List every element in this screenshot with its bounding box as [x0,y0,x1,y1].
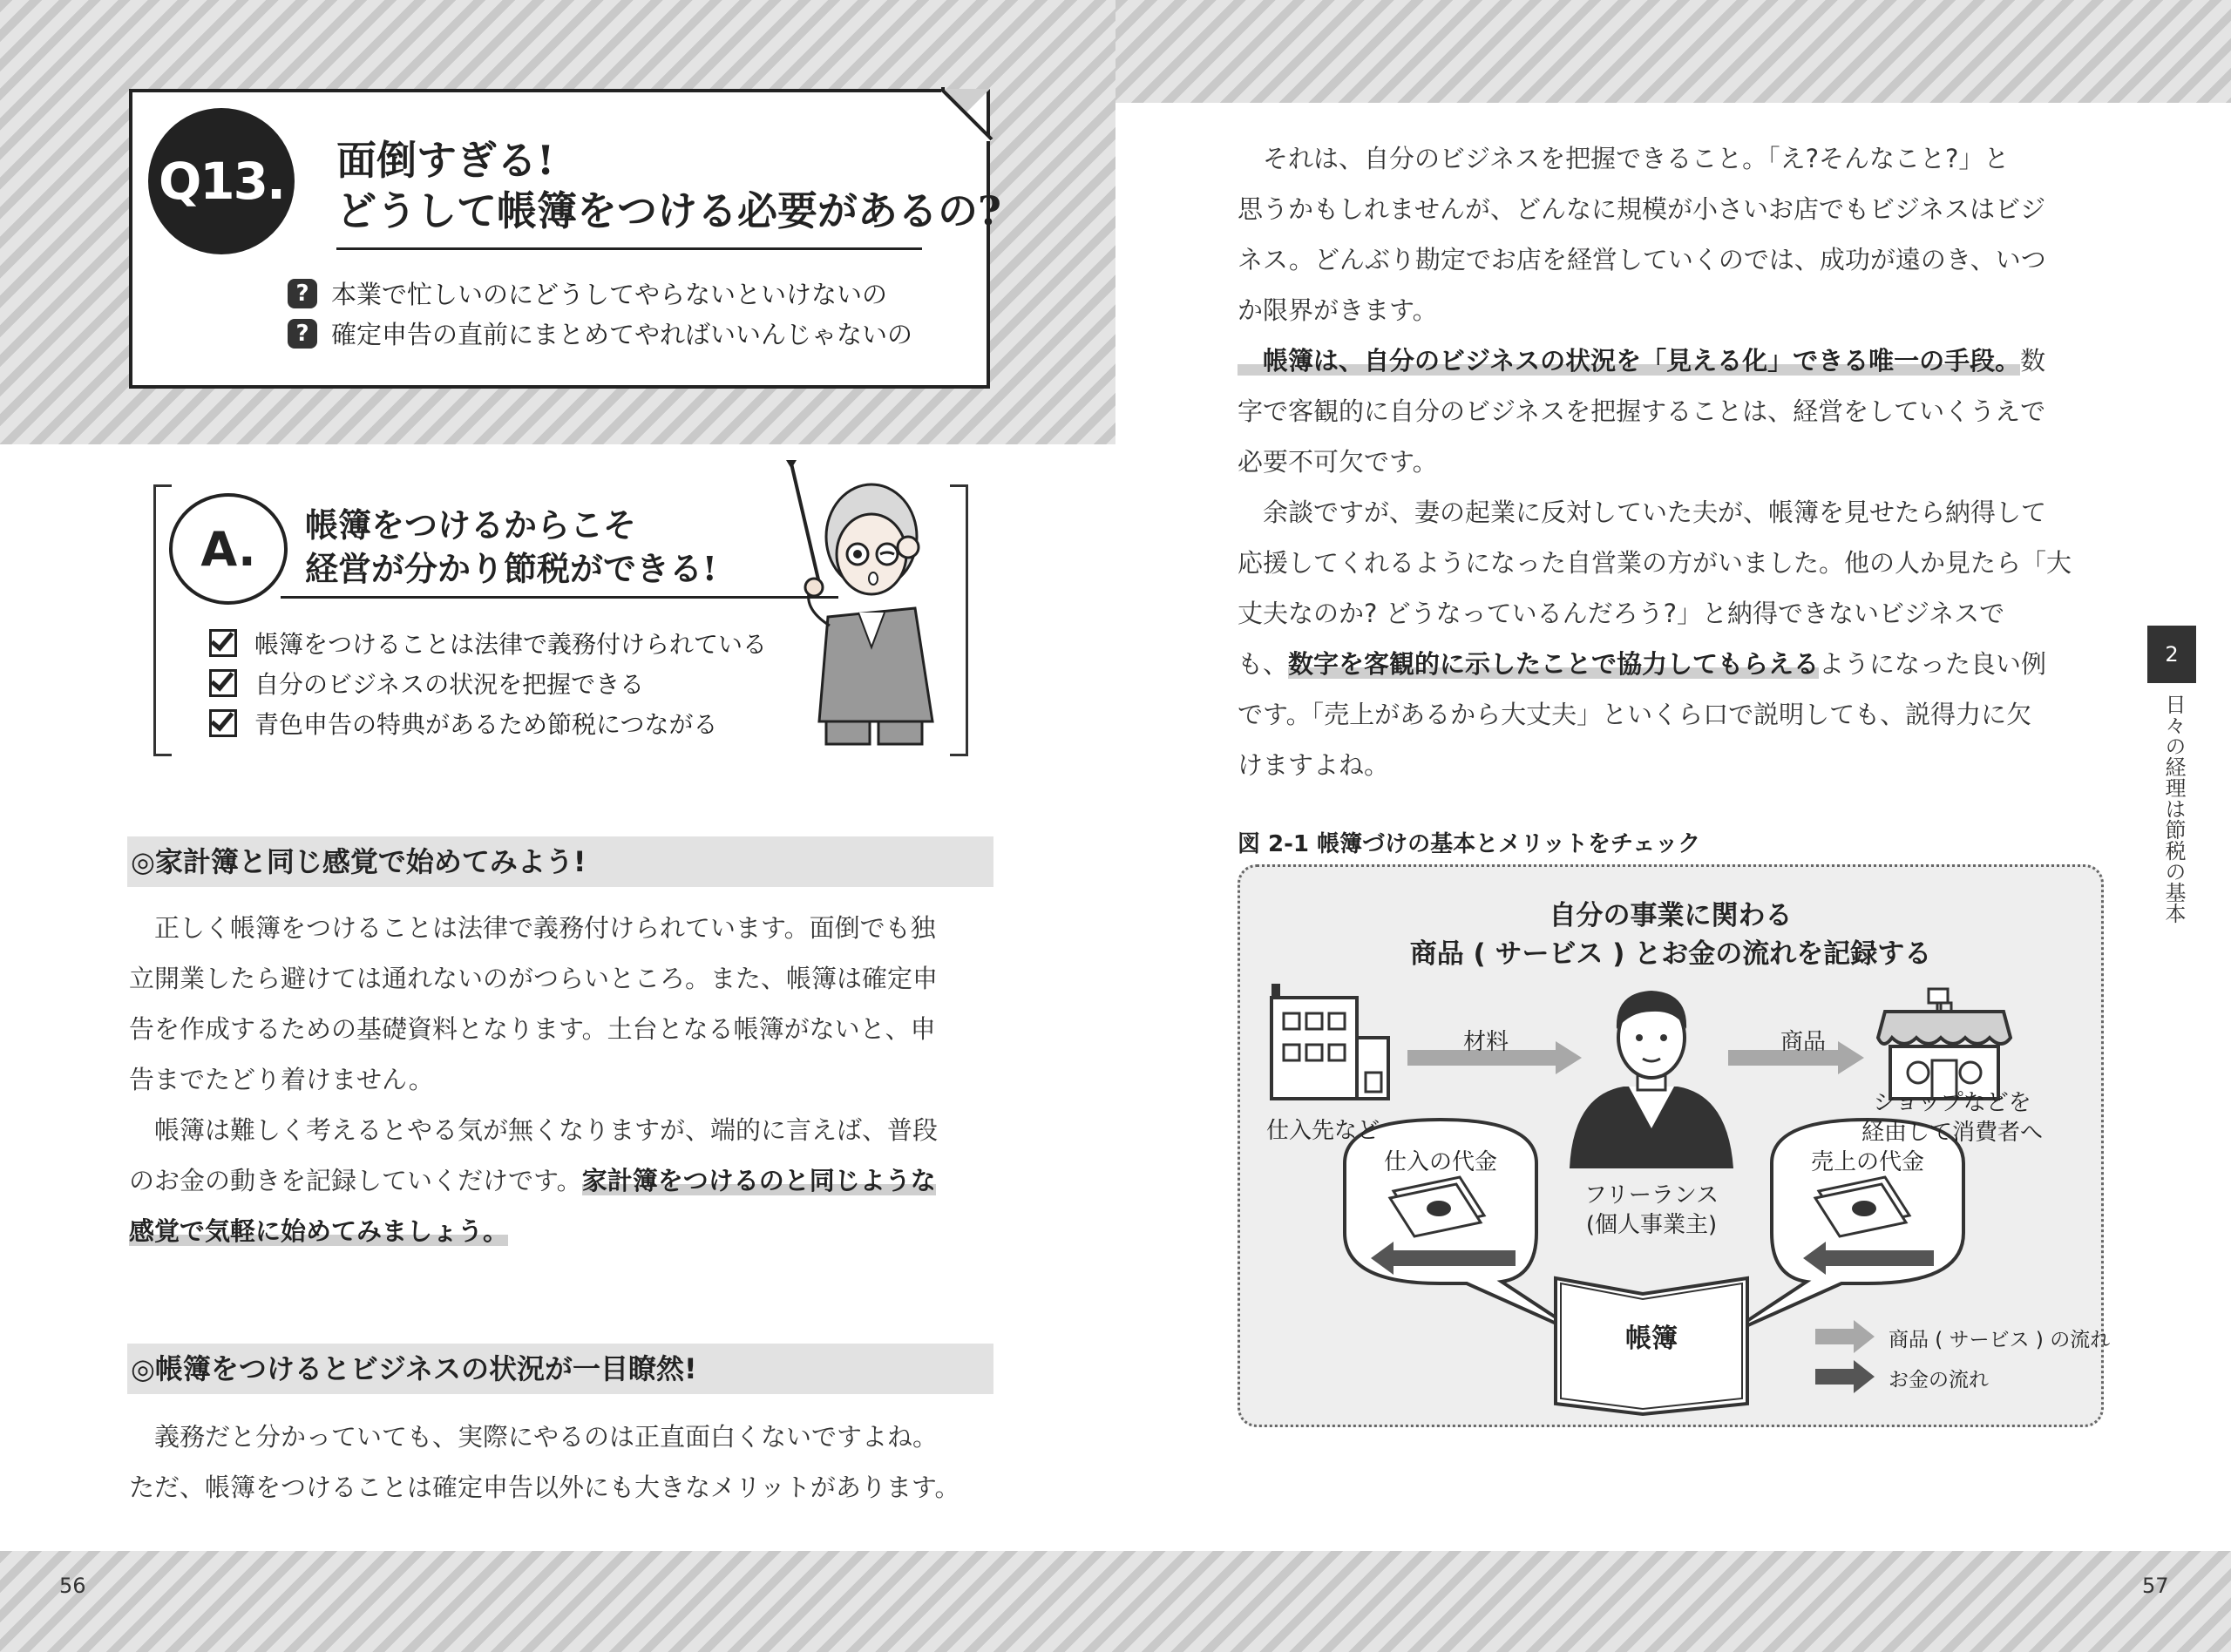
figure-box [1238,864,2111,1427]
section-heading: ◎帳簿をつけるとビジネスの状況が一目瞭然! [127,1344,993,1394]
body-line: それは、自分のビジネスを把握できること。「え?そんなこと?」と [1263,144,2010,173]
checkbox-icon [209,629,237,657]
body-line: ネス。どんぶり勘定でお店を経営していくのでは、成功が遠のき、いつ [1238,245,2046,274]
shop-label-line2: 経由して消費者へ [1861,1120,2043,1146]
highlight-text: 家計簿をつけるのと同じような [581,1166,936,1195]
figure-title-line2: 商品 ( サービス ) とお金の流れを記録する [1409,938,1932,970]
body-line: 必要不可欠です。 [1238,447,1438,477]
body-line: 応援してくれるようになった自営業の方がいました。他の人か見たら「大 [1238,548,2072,578]
freelancer-icon [1570,991,1733,1168]
checkbox-icon [209,669,237,697]
legend-goods-arrow [1815,1320,1875,1353]
body-line: 余談ですが、妻の起業に反対していた夫が、帳簿を見せたら納得して [1263,498,2047,527]
question-title-line2: どうして帳簿をつける必要があるの? [336,187,1001,234]
legend-goods-label: 商品 ( サービス ) の流れ [1889,1329,2111,1351]
page-number-right: 57 [2142,1574,2169,1598]
legend-money-arrow [1815,1360,1875,1393]
body-line: けますよね。 [1238,750,1390,780]
building-icon [1271,984,1388,1099]
highlight-text: 帳簿は、自分のビジネスの状況を「見える化」できる唯一の手段。 [1238,346,2020,376]
footer-background [0,1551,2231,1652]
right-header-background [1116,0,2231,103]
highlight-text: 感覚で気軽に始めてみましょう。 [129,1216,509,1246]
figure-title-line1: 自分の事業に関わる [1549,900,1793,931]
highlight-text: 数字を客観的に示したことで協力してもらえる [1288,649,1820,679]
freelancer-label-line1: フリーランス [1583,1182,1719,1209]
materials-label: 材料 [1463,1029,1509,1055]
question-sub-text: 本業で忙しいのにどうしてやらないといけないの [331,280,888,309]
body-line: のお金の動きを記録していくだけです。家計簿をつけるのと同じような [129,1166,936,1195]
chapter-tab-title: 日々の経理は節税の基本 [2161,694,2186,924]
shop-label-line1: ショップなどを [1873,1090,2031,1116]
answer-bracket-left [153,484,172,756]
body-line: 告を作成するための基礎資料となります。土台となる帳簿がないと、申 [129,1014,936,1044]
answer-badge: A. [169,493,288,605]
body-line: です。「売上があるから大丈夫」といくら口で説明しても、説得力に欠 [1238,700,2032,729]
answer-title-line2: 経営が分かり節税ができる! [305,549,717,588]
body-line: 正しく帳簿をつけることは法律で義務付けられています。面倒でも独 [154,913,936,943]
question-sub-text: 確定申告の直前にまとめてやればいいんじゃないの [331,320,913,349]
legend-money-label: お金の流れ [1889,1369,1989,1391]
answer-bracket-right [950,484,968,756]
question-sub-item [288,315,912,351]
page-fold-icon [941,87,993,141]
body-line: も、数字を客観的に示したことで協力してもらえるようになった良い例 [1238,649,2047,679]
body-line [129,1212,995,1248]
question-divider [336,247,922,250]
page-number-left: 56 [59,1574,86,1598]
answer-divider [281,596,838,599]
goods-label: 商品 [1780,1029,1827,1055]
shop-icon [1878,989,2011,1099]
freelancer-label-line2: (個人事業主) [1585,1212,1718,1238]
question-sub-item [288,275,887,311]
checkbox-icon [209,709,237,737]
body-line: 思うかもしれませんが、どんなに規模が小さいお店でもビジネスはビジ [1238,194,2046,224]
question-mark-icon: ? [288,279,317,308]
answer-item: 帳簿をつけることは法律で義務付けられている [209,626,767,660]
purchase-cost-label: 仕入の代金 [1383,1149,1497,1175]
question-badge: Q13. [148,108,295,254]
answer-item: 青色申告の特典があるため節税につながる [209,706,717,741]
figure-caption: 図 2-1 帳簿づけの基本とメリットをチェック [1238,831,1701,857]
sales-cost-label: 売上の代金 [1810,1149,1924,1175]
answer-item: 自分のビジネスの状況を把握できる [209,666,644,701]
body-line: ただ、帳簿をつけることは確定申告以外にも大きなメリットがあります。 [129,1473,960,1502]
body-line: 告までたどり着けません。 [129,1065,434,1094]
ledger-label: 帳簿 [1625,1324,1678,1354]
section-heading: ◎家計簿と同じ感覚で始めてみよう! [127,836,993,887]
body-line: 帳簿は難しく考えるとやる気が無くなりますが、端的に言えば、普段 [154,1115,939,1145]
body-line: 義務だと分かっていても、実際にやるのは正直面白くないですよね。 [154,1422,939,1452]
woman-with-pointer-illustration [776,460,950,748]
answer-title-line1: 帳簿をつけるからこそ [305,505,637,545]
chapter-tab-number: 2 [2147,626,2196,683]
question-mark-icon: ? [288,319,317,349]
body-line: 丈夫なのか? どうなっているんだろう?」と納得できないビジネスで [1238,599,2005,628]
question-title-line1: 面倒すぎる! [336,137,555,184]
body-line: 字で客観的に自分のビジネスを把握することは、経営をしていくうえで [1238,396,2046,426]
body-line: か限界がきます。 [1238,295,1438,325]
body-line: 帳簿は、自分のビジネスの状況を「見える化」できる唯一の手段。数 [1238,342,2109,377]
body-line: 立開業したら避けては通れないのがつらいところ。また、帳簿は確定申 [129,964,939,993]
supplier-label: 仕入先など [1266,1118,1380,1144]
